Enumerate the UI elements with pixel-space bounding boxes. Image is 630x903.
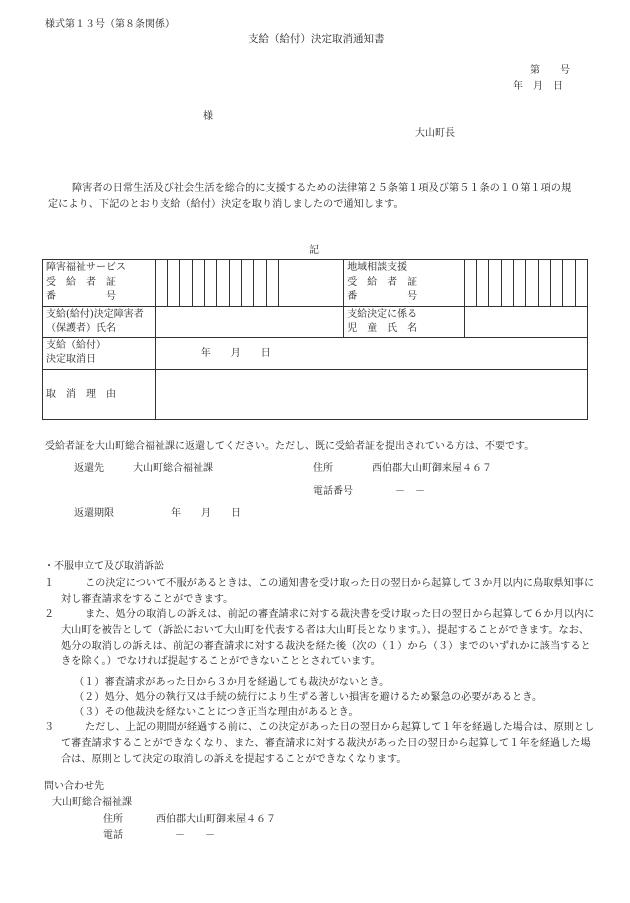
consultation-certificate-label-cell [344, 260, 464, 307]
consultation-certificate-digit-10[interactable] [575, 260, 587, 307]
consultation-certificate-digit-8[interactable] [550, 260, 562, 307]
service-certificate-digit-4[interactable] [192, 260, 204, 307]
appeal-item-1-text: この決定について不服があるときは、この通知書を受け取った日の翌日から起算して３か月以内に鳥取県知事に対し審査請求をすることができます。 [61, 578, 595, 605]
cancel-date-cell[interactable] [155, 337, 587, 369]
appeal-subitem-3: （３）その他裁決を経ないことにつき正当な理由があるとき。 [74, 707, 359, 718]
service-certificate-digit-9[interactable] [254, 260, 266, 307]
child-name-value[interactable] [464, 306, 588, 337]
service-certificate-label-cell [43, 260, 156, 307]
consultation-certificate-digit-7[interactable] [538, 260, 550, 307]
appeal-item-3 [44, 720, 604, 768]
appeal-item-1 [44, 576, 604, 608]
consultation-certificate-digit-6[interactable] [526, 260, 538, 307]
appeal-item-2-number: ２ [44, 609, 55, 620]
applicant-name-value[interactable] [155, 306, 343, 337]
service-certificate-digit-2[interactable] [168, 260, 180, 307]
document-title: 支給（給付）決定取消通知書 [248, 33, 385, 45]
appeal-item-2 [44, 607, 604, 671]
appeal-item-3-text: ただし、上記の期間が経過する前に、この決定があった日の翌日から起算して１年を経過した場合は、原則として審査請求することができなくなり、また、審査請求に対する裁決があった日の翌日から起算して１年を経過した場合は、原則として決定の取消しの訴えを提起することができなくなります。 [61, 722, 595, 765]
return-phone-label: 電話番号 [313, 486, 353, 497]
cancel-reason-label: 取 消 理 由 [46, 388, 116, 400]
cancel-date-value: 年 月 日 [200, 347, 271, 359]
service-certificate-digit-5[interactable] [205, 260, 217, 307]
return-deadline-value: 年 月 日 [171, 508, 241, 519]
contact-address-label: 住所 [103, 814, 123, 825]
consultation-certificate-digit-4[interactable] [501, 260, 513, 307]
ki-marker: 記 [309, 245, 319, 256]
consultation-certificate-digit-2[interactable] [476, 260, 488, 307]
cancel-date-row [43, 337, 588, 369]
cancel-date-label-line1: 支給（給付） [46, 339, 106, 351]
appeal-heading: ・不服申立て及び取消訴訟 [44, 561, 164, 572]
consultation-certificate-label-line2: 受 給 者 証 [347, 276, 418, 288]
child-name-label-cell [344, 306, 464, 337]
service-certificate-digit-8[interactable] [242, 260, 254, 307]
service-certificate-digit-3[interactable] [180, 260, 192, 307]
return-notice-text: 受給者証を大山町総合福祉課に返還してください。ただし、既に受給者証を提出されている方は、不要です。 [45, 441, 535, 452]
appeal-item-1-number: １ [44, 578, 55, 589]
service-certificate-digit-1[interactable] [155, 260, 167, 307]
consultation-certificate-label-line1: 地域相談支援 [347, 262, 408, 273]
sender-name: 大山町長 [415, 128, 455, 139]
consultation-certificate-digit-9[interactable] [563, 260, 575, 307]
consultation-certificate-label-line3: 番 号 [347, 291, 418, 302]
return-phone-value: － － [395, 486, 425, 497]
service-certificate-digit-10[interactable] [266, 260, 278, 307]
consultation-certificate-digit-1[interactable] [464, 260, 476, 307]
intro-paragraph: 障害者の日常生活及び社会生活を総合的に支援するための法律第２５条第１項及び第５１条の１０第１項の規定により、下記のとおり支給（給付）決定を取り消しましたので通知します。 [48, 183, 572, 210]
return-deadline-label: 返還期限 [74, 508, 114, 519]
service-certificate-digit-6[interactable] [217, 260, 229, 307]
contact-heading: 問い合わせ先 [44, 781, 104, 792]
cancel-reason-label-cell [43, 369, 156, 419]
service-certificate-label-line2: 受 給 者 証 [46, 276, 116, 288]
name-row [43, 306, 588, 337]
service-certificate-label-line3: 番 号 [46, 291, 116, 302]
appeal-subitem-1: （１）審査請求があった日から３か月を経過しても裁決がないとき。 [74, 677, 390, 688]
appeal-subitem-2: （２）処分、処分の執行又は手続の続行により生ずる著しい損害を避けるため緊急の必要があるとき。 [74, 692, 543, 703]
addressee-honorific: 様 [203, 111, 213, 122]
cancel-date-label-line2: 決定取消日 [46, 354, 96, 365]
consultation-certificate-digit-5[interactable] [513, 260, 525, 307]
child-name-label-line2: 児 童 氏 名 [347, 322, 418, 334]
cancel-info-table [42, 259, 588, 420]
child-name-label-line1: 支給決定に係る [347, 308, 418, 320]
return-destination-value: 大山町総合福祉課 [133, 463, 213, 474]
contact-department: 大山町総合福祉課 [52, 797, 132, 808]
contact-phone-label: 電話 [103, 830, 123, 841]
document-number: 第 号 [530, 65, 570, 76]
appeal-item-2-text: また、処分の取消しの訴えは、前記の審査請求に対する裁決書を受け取った日の翌日から起算して６か月以内に大山町を被告として（訴訟において大山町を代表する者は大山町長となります。）、提起することができます。なお、処分の取消しの訴えは、前記の審査請求に対する裁決を経た後（次の（１）から（３）までのいずれかに該当するときを除く。）でなければ提起することができないこととされています。 [61, 609, 595, 668]
form-number: 様式第１３号（第８条関係） [45, 19, 175, 30]
appeal-item-3-number: ３ [44, 722, 55, 733]
applicant-name-label-line1: 支給(給付)決定障害者 [46, 308, 144, 320]
contact-phone-value: － － [175, 830, 215, 841]
cancel-date-label-cell [43, 337, 156, 369]
certificate-number-row [43, 260, 588, 307]
applicant-name-label-cell [43, 306, 156, 337]
service-certificate-digit-7[interactable] [229, 260, 241, 307]
return-destination-label: 返還先 [74, 463, 104, 474]
cancel-reason-row [43, 369, 588, 419]
return-address-label: 住所 [313, 463, 333, 474]
cancel-reason-value[interactable] [155, 369, 587, 419]
return-address-value: 西伯郡大山町御来屋４６７ [372, 463, 492, 474]
applicant-name-label-line2: （保護者）氏名 [46, 322, 116, 334]
consultation-certificate-digit-3[interactable] [489, 260, 501, 307]
document-date: 年 月 日 [513, 81, 563, 92]
service-certificate-spacer [279, 260, 344, 307]
contact-address-value: 西伯郡大山町御来屋４６７ [156, 814, 276, 825]
service-certificate-label-line1: 障害福祉サービス [46, 262, 126, 273]
